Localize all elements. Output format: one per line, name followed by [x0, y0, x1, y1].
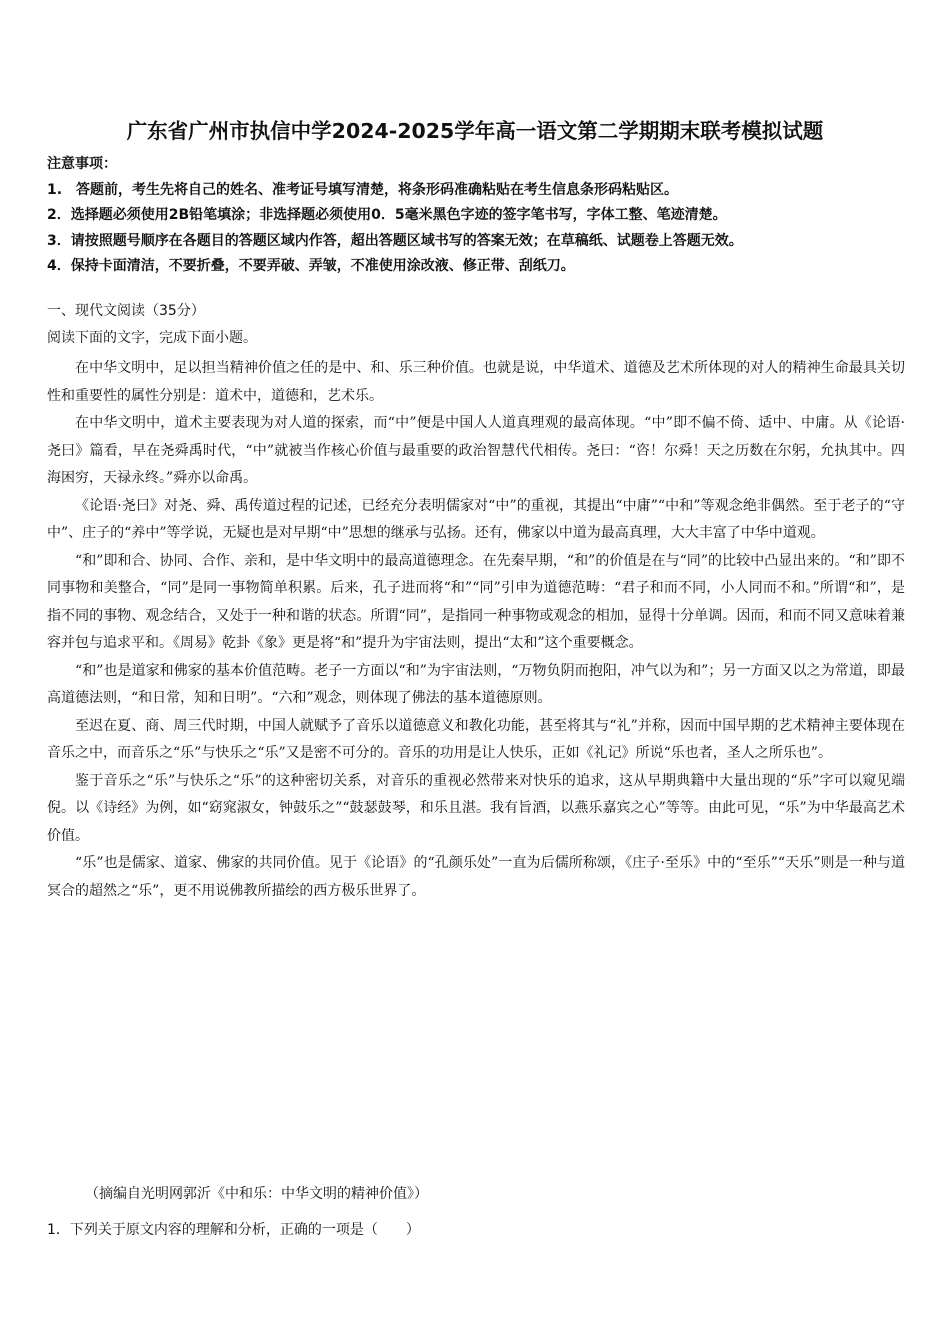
passage-paragraph-5: “和”也是道家和佛家的基本价值范畴。老子一方面以“和”为宇宙法则，“万物负阴而抱阳，冲气以为和”；另一方面又以之为常道，即最高道德法则，“和日常，知和日明”。“六和”观念，则体现了佛法的基本道德原则。: [47, 662, 905, 706]
passage-paragraph-6: 至迟在夏、商、周三代时期，中国人就赋予了音乐以道德意义和教化功能，甚至将其与“礼”并称，因而中国早期的艺术精神主要体现在音乐之中，而音乐之“乐”与快乐之“乐”又是密不可分的。音乐的功用是让人快乐，正如《礼记》所说“乐也者，圣人之所乐也”。: [47, 717, 905, 761]
passage-paragraph-3: 《论语·尧曰》对尧、舜、禹传道过程的记述，已经充分表明儒家对“中”的重视，其提出“中庸”“中和”等观念绝非偶然。至于老子的“守中”、庄子的“养中”等学说，无疑也是对早期“中”思想的继承与弘扬。还有，佛家以中道为最高真理，大大丰富了中华中道观。: [47, 497, 905, 541]
notice-item-1: 1. 答题前，考生先将自己的姓名、准考证号填写清楚，将条形码准确粘贴在考生信息条形码粘贴区。: [47, 181, 679, 198]
notice-item-3: 3．请按照题号顺序在各题目的答题区域内作答，超出答题区域书写的答案无效；在草稿纸、试题卷上答题无效。: [47, 232, 743, 249]
notice-item-4: 4．保持卡面清洁，不要折叠，不要弄破、弄皱，不准使用涂改液、修正带、刮纸刀。: [47, 258, 575, 274]
reading-passage: [47, 355, 905, 905]
question-1: 1．下列关于原文内容的理解和分析，正确的一项是（ ）: [47, 1222, 420, 1238]
passage-paragraph-2: 在中华文明中，道术主要表现为对人道的探索，而“中”便是中国人人道真理观的最高体现。“中”即不偏不倚、适中、中庸。从《论语·尧曰》篇看，早在尧舜禹时代，“中”就被当作核心价值与最重要的政治智慧代代相传。尧曰：“咨！尔舜！天之历数在尔躬，允执其中。四海困穷，天禄永终。”舜亦以命禹。: [47, 415, 905, 486]
section-heading: 一、现代文阅读（35分）: [47, 303, 205, 319]
notice-heading: 注意事项：: [47, 156, 117, 172]
reading-instruction: 阅读下面的文字，完成下面小题。: [47, 330, 257, 346]
passage-source: （摘编自光明网郭沂《中和乐：中华文明的精神价值》）: [85, 1186, 428, 1202]
passage-paragraph-4: “和”即和合、协同、合作、亲和，是中华文明中的最高道德理念。在先秦早期，“和”的价值是在与“同”的比较中凸显出来的。“和”即不同事物和美整合，“同”是同一事物简单积累。后来，孔子进而将“和”“同”引申为道德范畴：“君子和而不同，小人同而不和。”所谓“和”，是指不同的事物、观念结合，又处于一种和谐的状态。所谓“同”，是指同一种事物或观念的相加，显得十分单调。因而，和而不同又意味着兼容并包与追求平和。《周易》乾卦《象》更是将“和”提升为宇宙法则，提出“太和”这个重要概念。: [47, 552, 905, 651]
exam-title: 广东省广州市执信中学2024-2025学年高一语文第二学期期末联考模拟试题: [126, 119, 824, 143]
passage-paragraph-1: 在中华文明中，足以担当精神价值之任的是中、和、乐三种价值。也就是说，中华道术、道德及艺术所体现的对人的精神生命最具关切性和重要性的属性分别是：道术中，道德和，艺术乐。: [47, 360, 905, 404]
passage-paragraph-7: 鉴于音乐之“乐”与快乐之“乐”的这种密切关系，对音乐的重视必然带来对快乐的追求，这从早期典籍中大量出现的“乐”字可以窥见端倪。以《诗经》为例，如“窈窕淑女，钟鼓乐之”“鼓瑟鼓琴，和乐且湛。我有旨酒，以燕乐嘉宾之心”等等。由此可见，“乐”为中华最高艺术价值。: [47, 772, 905, 844]
passage-paragraph-8: “乐”也是儒家、道家、佛家的共同价值。见于《论语》的“孔颜乐处”一直为后儒所称颂，《庄子·至乐》中的“至乐”“天乐”则是一种与道冥合的超然之“乐”，更不用说佛教所描绘的西方极乐世界了。: [47, 855, 905, 899]
notice-item-2: 2．选择题必须使用2B铅笔填涂；非选择题必须使用0．5毫米黑色字迹的签字笔书写，字体工整、笔迹清楚。: [47, 207, 727, 223]
notice-block: [47, 152, 907, 280]
